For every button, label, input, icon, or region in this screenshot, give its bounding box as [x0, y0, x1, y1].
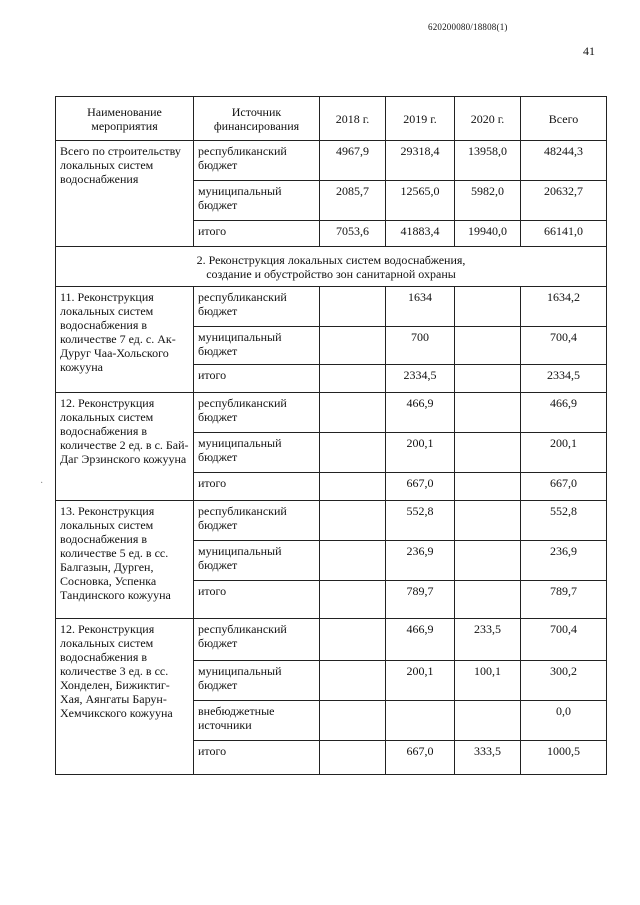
table-row [56, 619, 607, 661]
value-2018 [320, 473, 386, 501]
section-title-line1: 2. Реконструкция локальных систем водоснабжения, [196, 252, 466, 267]
document-code: 620200080/18808(1) [428, 22, 508, 32]
value-total: 66141,0 [521, 221, 607, 247]
value-2019: 552,8 [386, 501, 455, 541]
value-2018: 7053,6 [320, 221, 386, 247]
value-2019: 2334,5 [386, 365, 455, 393]
source-cell: республиканский бюджет [194, 141, 320, 181]
value-2018: 2085,7 [320, 181, 386, 221]
margin-mark: · [40, 478, 44, 489]
value-2019: 200,1 [386, 661, 455, 701]
value-2020: 13958,0 [455, 141, 521, 181]
project-name: 11. Реконструкция локальных систем водоснабжения в количестве 7 ед. с. Ак-Дуруг Чаа-Хольского кожууна [56, 287, 194, 393]
value-total: 236,9 [521, 541, 607, 581]
value-total: 20632,7 [521, 181, 607, 221]
value-2019: 1634 [386, 287, 455, 327]
value-total: 700,4 [521, 619, 607, 661]
value-2020 [455, 287, 521, 327]
value-total: 200,1 [521, 433, 607, 473]
value-total: 552,8 [521, 501, 607, 541]
value-2020 [455, 365, 521, 393]
value-2019: 236,9 [386, 541, 455, 581]
header-total: Всего [521, 97, 607, 141]
header-source: Источник финансирования [194, 97, 320, 141]
value-2018 [320, 393, 386, 433]
value-2019: 200,1 [386, 433, 455, 473]
source-cell: итого [194, 741, 320, 775]
value-2018 [320, 619, 386, 661]
project-name: 13. Реконструкция локальных систем водоснабжения в количестве 5 ед. в сс. Балгазын, Дурген, Сосновка, Успенка Тандинского кожууна [56, 501, 194, 619]
value-total: 700,4 [521, 327, 607, 365]
value-2019: 12565,0 [386, 181, 455, 221]
header-name: Наименование мероприятия [56, 97, 194, 141]
section-row [56, 247, 607, 287]
value-2019: 667,0 [386, 741, 455, 775]
value-2018 [320, 501, 386, 541]
value-total: 2334,5 [521, 365, 607, 393]
source-cell: итого [194, 221, 320, 247]
source-cell: республиканский бюджет [194, 287, 320, 327]
source-cell: итого [194, 581, 320, 619]
value-2018 [320, 661, 386, 701]
value-2019: 700 [386, 327, 455, 365]
value-2020: 19940,0 [455, 221, 521, 247]
header-row [56, 97, 607, 141]
value-2019: 667,0 [386, 473, 455, 501]
value-2018: 4967,9 [320, 141, 386, 181]
value-2020 [455, 433, 521, 473]
value-2020: 233,5 [455, 619, 521, 661]
value-2020 [455, 581, 521, 619]
section-title [56, 247, 607, 287]
value-2019: 29318,4 [386, 141, 455, 181]
value-total: 48244,3 [521, 141, 607, 181]
project-name: 12. Реконструкция локальных систем водоснабжения в количестве 2 ед. в с. Бай-Даг Эрзинского кожууна [56, 393, 194, 501]
value-total: 1000,5 [521, 741, 607, 775]
value-2020 [455, 393, 521, 433]
value-2020 [455, 701, 521, 741]
table-row [56, 393, 607, 433]
source-cell: республиканский бюджет [194, 393, 320, 433]
value-2018 [320, 327, 386, 365]
value-2018 [320, 581, 386, 619]
source-cell: муниципальный бюджет [194, 181, 320, 221]
project-name: 12. Реконструкция локальных систем водоснабжения в количестве 3 ед. в сс. Хонделен, Бижиктиг-Хая, Аянгаты Барун-Хемчикского кожууна [56, 619, 194, 775]
value-2020 [455, 327, 521, 365]
source-cell: внебюджетные источники [194, 701, 320, 741]
header-2018: 2018 г. [320, 97, 386, 141]
value-2020 [455, 501, 521, 541]
value-2020: 333,5 [455, 741, 521, 775]
section-title-line2: создание и обустройство зон санитарной охраны [206, 266, 456, 281]
value-2018 [320, 541, 386, 581]
value-2020 [455, 473, 521, 501]
value-2019: 466,9 [386, 619, 455, 661]
table-row [56, 287, 607, 327]
source-cell: итого [194, 365, 320, 393]
value-2018 [320, 701, 386, 741]
value-2018 [320, 741, 386, 775]
total-block-name: Всего по строительству локальных систем водоснабжения [56, 141, 194, 247]
header-2020: 2020 г. [455, 97, 521, 141]
value-2020: 100,1 [455, 661, 521, 701]
table-row [56, 141, 607, 181]
source-cell: итого [194, 473, 320, 501]
value-2018 [320, 287, 386, 327]
page-number: 41 [583, 44, 595, 58]
value-total: 667,0 [521, 473, 607, 501]
source-cell: муниципальный бюджет [194, 433, 320, 473]
source-cell: муниципальный бюджет [194, 541, 320, 581]
value-total: 789,7 [521, 581, 607, 619]
source-cell: муниципальный бюджет [194, 327, 320, 365]
value-2018 [320, 433, 386, 473]
value-total: 466,9 [521, 393, 607, 433]
source-cell: республиканский бюджет [194, 501, 320, 541]
value-2020 [455, 541, 521, 581]
funding-table [55, 96, 607, 775]
value-total: 0,0 [521, 701, 607, 741]
table-row [56, 501, 607, 541]
value-total: 1634,2 [521, 287, 607, 327]
value-2018 [320, 365, 386, 393]
header-2019: 2019 г. [386, 97, 455, 141]
value-total: 300,2 [521, 661, 607, 701]
value-2020: 5982,0 [455, 181, 521, 221]
value-2019: 466,9 [386, 393, 455, 433]
value-2019: 41883,4 [386, 221, 455, 247]
source-cell: республиканский бюджет [194, 619, 320, 661]
value-2019: 789,7 [386, 581, 455, 619]
value-2019 [386, 701, 455, 741]
source-cell: муниципальный бюджет [194, 661, 320, 701]
